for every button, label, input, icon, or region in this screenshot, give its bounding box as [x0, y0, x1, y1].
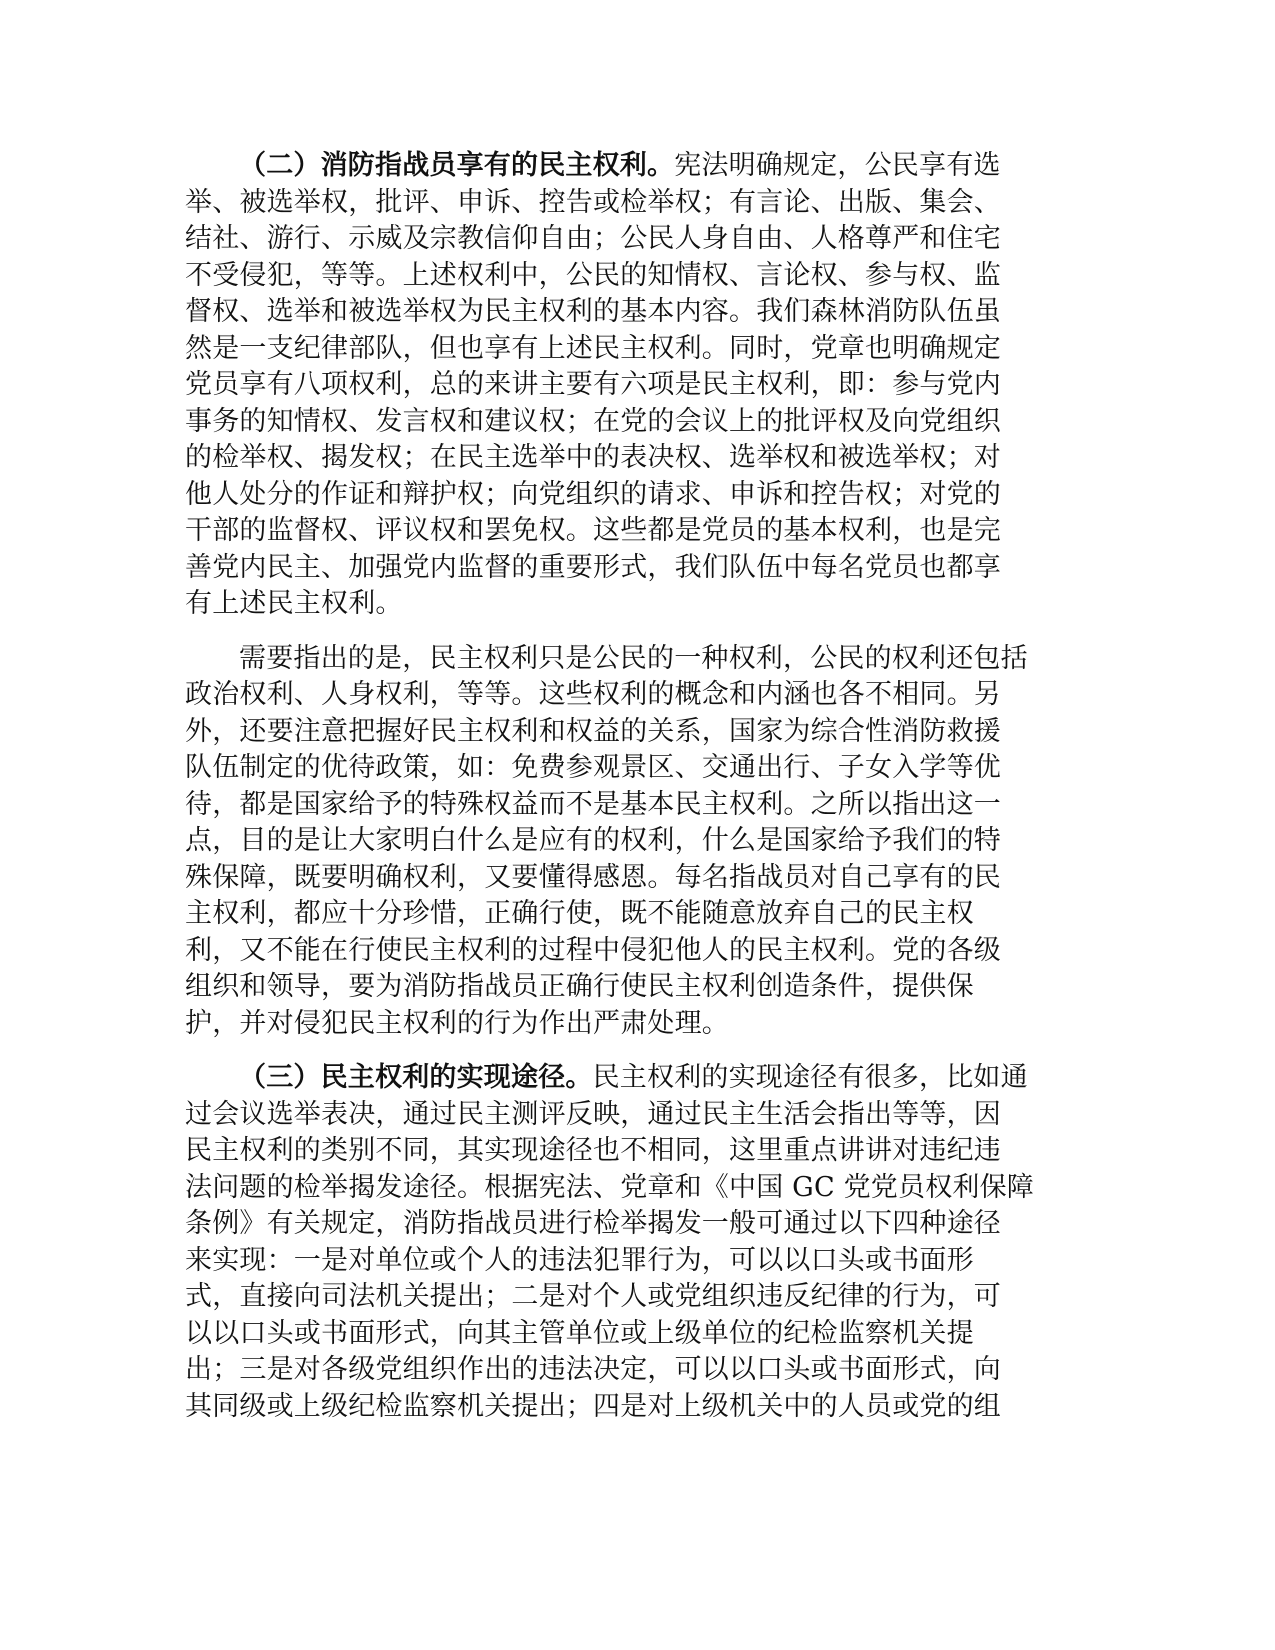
- paragraph-line: 事务的知情权、发言权和建议权；在党的会议上的批评权及向党组织: [185, 405, 1001, 437]
- paragraph-line: 党员享有八项权利，总的来讲主要有六项是民主权利，即：参与党内: [185, 369, 1001, 400]
- paragraph-line: 他人处分的作证和辩护权；向党组织的请求、申诉和控告权；对党的: [185, 478, 1001, 510]
- paragraph-line: 其同级或上级纪检监察机关提出；四是对上级机关中的人员或党的组: [185, 1390, 1001, 1422]
- paragraph-realization-paths: [185, 1060, 1089, 1425]
- section-heading: （三）民主权利的实现途径。: [239, 1062, 593, 1093]
- paragraph-line: 过会议选举表决，通过民主测评反映，通过民主生活会指出等等，因: [185, 1098, 1001, 1130]
- paragraph-line: 不受侵犯，等等。上述权利中，公民的知情权、言论权、参与权、监: [185, 259, 1001, 291]
- paragraph-first-line: 需要指出的是，民主权利只是公民的一种权利，公民的权利还包括: [239, 642, 1028, 674]
- paragraph-line: 出；三是对各级党组织作出的违法决定，可以以口头或书面形式，向: [185, 1354, 1001, 1385]
- paragraph-line: 待，都是国家给予的特殊权益而不是基本民主权利。之所以指出这一: [185, 788, 1001, 820]
- paragraph-line: 干部的监督权、评议权和罢免权。这些都是党员的基本权利，也是完: [185, 515, 1001, 546]
- paragraph-line: 法问题的检举揭发途径。根据宪法、党章和《中国 GC 党党员权利保障: [185, 1171, 1034, 1203]
- paragraph-line: 善党内民主、加强党内监督的重要形式，我们队伍中每名党员也都享: [185, 551, 1001, 583]
- paragraph-line: 式，直接向司法机关提出；二是对个人或党组织违反纪律的行为，可: [185, 1281, 1001, 1312]
- paragraph-line: 以以口头或书面形式，向其主管单位或上级单位的纪检监察机关提: [185, 1317, 974, 1349]
- paragraph-line: 利，又不能在行使民主权利的过程中侵犯他人的民主权利。党的各级: [185, 934, 1001, 966]
- paragraph-text: 宪法明确规定，公民享有选: [674, 150, 1001, 181]
- paragraph-rights-note: [185, 641, 1089, 1043]
- paragraph-line: 民主权利的类别不同，其实现途径也不相同，这里重点讲讲对违纪违: [185, 1135, 1001, 1166]
- paragraph-line: 的检举权、揭发权；在民主选举中的表决权、选举权和被选举权；对: [185, 442, 1001, 473]
- paragraph-line: 结社、游行、示威及宗教信仰自由；公民人身自由、人格尊严和住宅: [185, 223, 1001, 254]
- paragraph-line: 组织和领导，要为消防指战员正确行使民主权利创造条件，提供保: [185, 971, 974, 1002]
- paragraph-line: 有上述民主权利。: [185, 588, 403, 619]
- paragraph-line: 政治权利、人身权利，等等。这些权利的概念和内涵也各不相同。另: [185, 679, 1001, 710]
- paragraph-line: 外，还要注意把握好民主权利和权益的关系，国家为综合性消防救援: [185, 715, 1001, 747]
- paragraph-line: 主权利，都应十分珍惜，正确行使，既不能随意放弃自己的民主权: [185, 898, 974, 929]
- paragraph-line: 督权、选举和被选举权为民主权利的基本内容。我们森林消防队伍虽: [185, 296, 1001, 327]
- paragraph-line: 然是一支纪律部队，但也享有上述民主权利。同时，党章也明确规定: [185, 332, 1001, 364]
- paragraph-line: 队伍制定的优待政策，如：免费参观景区、交通出行、子女入学等优: [185, 752, 1001, 783]
- section-heading: （二）消防指战员享有的民主权利。: [239, 150, 675, 181]
- paragraph-democratic-rights: [185, 148, 1089, 623]
- paragraph-line: 护，并对侵犯民主权利的行为作出严肃处理。: [185, 1007, 729, 1039]
- paragraph-line: 点，目的是让大家明白什么是应有的权利，什么是国家给予我们的特: [185, 825, 1001, 856]
- paragraph-line: 殊保障，既要明确权利，又要懂得感恩。每名指战员对自己享有的民: [185, 861, 1001, 893]
- paragraph-first-line: [185, 148, 1089, 185]
- document-body: [185, 148, 1089, 1443]
- paragraph-line: 条例》有关规定，消防指战员进行检举揭发一般可通过以下四种途径: [185, 1208, 1001, 1239]
- paragraph-text: 民主权利的实现途径有很多，比如通: [592, 1062, 1028, 1093]
- paragraph-first-line: [185, 1060, 1089, 1097]
- paragraph-line: 举、被选举权，批评、申诉、控告或检举权；有言论、出版、集会、: [185, 186, 1001, 218]
- paragraph-line: 来实现：一是对单位或个人的违法犯罪行为，可以以口头或书面形: [185, 1244, 974, 1276]
